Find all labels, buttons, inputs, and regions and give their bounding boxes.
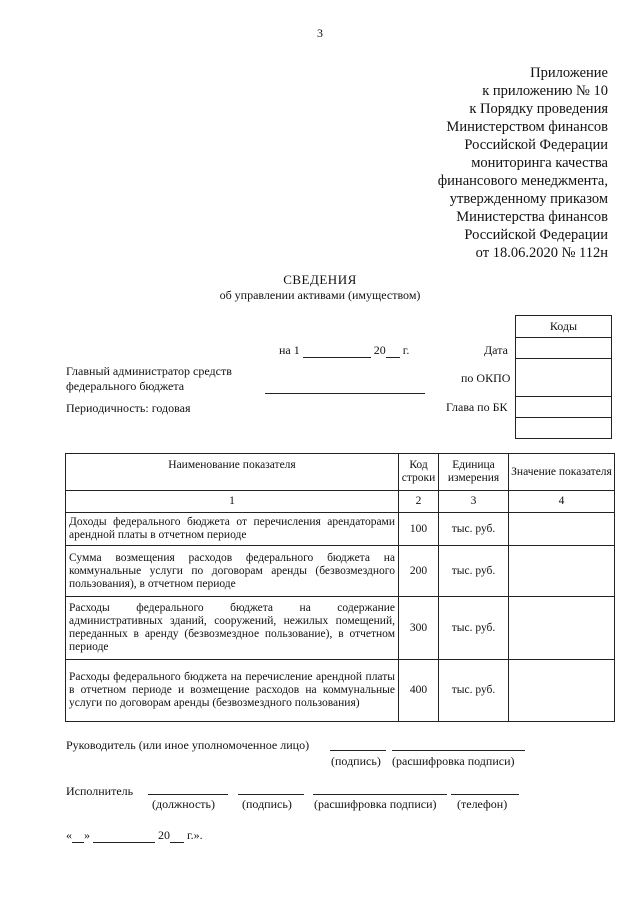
colnum-4: 4: [509, 491, 615, 513]
row-value-cell[interactable]: [509, 597, 615, 660]
table-row: [66, 660, 615, 722]
periodicity-label: Периодичность: годовая: [66, 401, 191, 415]
table-row: [66, 546, 615, 597]
codes-header: Коды: [516, 316, 612, 338]
head-signature-label: Руководитель (или иное уполномоченное лицо): [66, 738, 310, 752]
annex-line: к приложению № 10: [482, 83, 608, 99]
report-date-prefix: на 1: [279, 343, 300, 357]
document-subtitle: об управлении активами (имуществом): [219, 288, 421, 302]
admin-label-line1: Главный администратор средств: [66, 364, 232, 378]
bottom-date-year-prefix: 20: [158, 828, 170, 842]
row-value-cell[interactable]: [509, 513, 615, 546]
exec-name-field[interactable]: [313, 782, 447, 795]
table-header-row: [66, 454, 615, 491]
report-date-suffix: г.: [402, 343, 410, 357]
table-colnum-row: [66, 491, 615, 513]
bottom-date-close-quote: »: [84, 828, 90, 842]
header-value: Значение показателя: [509, 454, 615, 491]
code-cell-empty[interactable]: [516, 418, 612, 439]
colnum-1: 1: [66, 491, 399, 513]
annex-line: Министерства финансов: [456, 209, 608, 225]
report-date-year-field[interactable]: [386, 345, 400, 358]
head-caption-sign: (подпись): [331, 754, 381, 768]
row-name: Доходы федерального бюджета от перечисления арендаторами арендной платы в отчетном периоде: [66, 513, 399, 546]
table-row: [66, 513, 615, 546]
row-code: 300: [399, 597, 439, 660]
row-name: Расходы федерального бюджета на содержание административных зданий, сооружений, нежилых помещений, переданных в аренду (безвозмездное пользование), в отчетном периоде: [66, 597, 399, 660]
annex-line: Российской Федерации: [464, 227, 608, 243]
bottom-date-day-field[interactable]: [72, 830, 84, 843]
header-code: Код строки: [399, 454, 439, 491]
row-code: 200: [399, 546, 439, 597]
annex-line: финансового менеджмента,: [437, 173, 608, 189]
row-name: Сумма возмещения расходов федерального бюджета на коммунальные услуги по договорам аренды (безвозмездного пользования), в отчетном периоде: [66, 546, 399, 597]
exec-sign-field[interactable]: [238, 782, 304, 795]
row-name: Расходы федерального бюджета на перечисление арендной платы в отчетном периоде и возмещение расходов на коммунальные услуги по договорам аренды (безвозмездного пользования): [66, 660, 399, 722]
annex-line: к Порядку проведения: [469, 101, 608, 117]
head-caption-name: (расшифровка подписи): [392, 754, 515, 768]
exec-caption-phone: (телефон): [457, 797, 508, 811]
row-unit: тыс. руб.: [439, 513, 509, 546]
exec-position-field[interactable]: [148, 782, 228, 795]
okpo-label: по ОКПО: [461, 371, 511, 385]
codes-table: [515, 315, 612, 439]
annex-block: [438, 64, 608, 262]
bottom-date-suffix: г.».: [187, 828, 203, 842]
header-unit: Единица измерения: [439, 454, 509, 491]
code-cell-okpo[interactable]: [516, 359, 612, 397]
row-unit: тыс. руб.: [439, 597, 509, 660]
row-code: 400: [399, 660, 439, 722]
report-date-line: [279, 343, 409, 358]
row-value-cell[interactable]: [509, 546, 615, 597]
executor-label: Исполнитель: [66, 784, 134, 798]
bottom-date-line: [66, 828, 203, 843]
document-title: СВЕДЕНИЯ: [283, 272, 357, 287]
report-date-year-prefix: 20: [373, 343, 386, 357]
exec-caption-name: (расшифровка подписи): [314, 797, 437, 811]
code-cell-date[interactable]: [516, 338, 612, 359]
annex-line: мониторинга качества: [471, 155, 608, 171]
colnum-2: 2: [399, 491, 439, 513]
date-label: Дата: [484, 343, 508, 357]
report-date-month-field[interactable]: [303, 345, 371, 358]
bottom-date-year-field[interactable]: [170, 830, 184, 843]
exec-caption-position: (должность): [152, 797, 215, 811]
exec-caption-sign: (подпись): [242, 797, 292, 811]
annex-line: Российской Федерации: [464, 137, 608, 153]
colnum-3: 3: [439, 491, 509, 513]
table-row: [66, 597, 615, 660]
annex-line: утвержденному приказом: [449, 191, 608, 207]
annex-line: Министерством финансов: [446, 119, 608, 135]
head-sign-field[interactable]: [330, 738, 386, 751]
bk-label: Глава по БК: [446, 400, 508, 414]
annex-line: Приложение: [530, 65, 608, 81]
annex-line: от 18.06.2020 № 112н: [475, 245, 608, 261]
bottom-date-open-quote: «: [66, 828, 72, 842]
header-name: Наименование показателя: [66, 454, 399, 491]
exec-phone-field[interactable]: [451, 782, 519, 795]
row-code: 100: [399, 513, 439, 546]
indicators-table: [65, 453, 615, 722]
bottom-date-month-field[interactable]: [93, 830, 155, 843]
admin-label-line2: федерального бюджета: [66, 379, 185, 393]
row-unit: тыс. руб.: [439, 546, 509, 597]
code-cell-bk[interactable]: [516, 397, 612, 418]
row-unit: тыс. руб.: [439, 660, 509, 722]
admin-name-field[interactable]: [265, 381, 425, 394]
head-name-field[interactable]: [392, 738, 525, 751]
page-number: 3: [317, 26, 323, 40]
row-value-cell[interactable]: [509, 660, 615, 722]
